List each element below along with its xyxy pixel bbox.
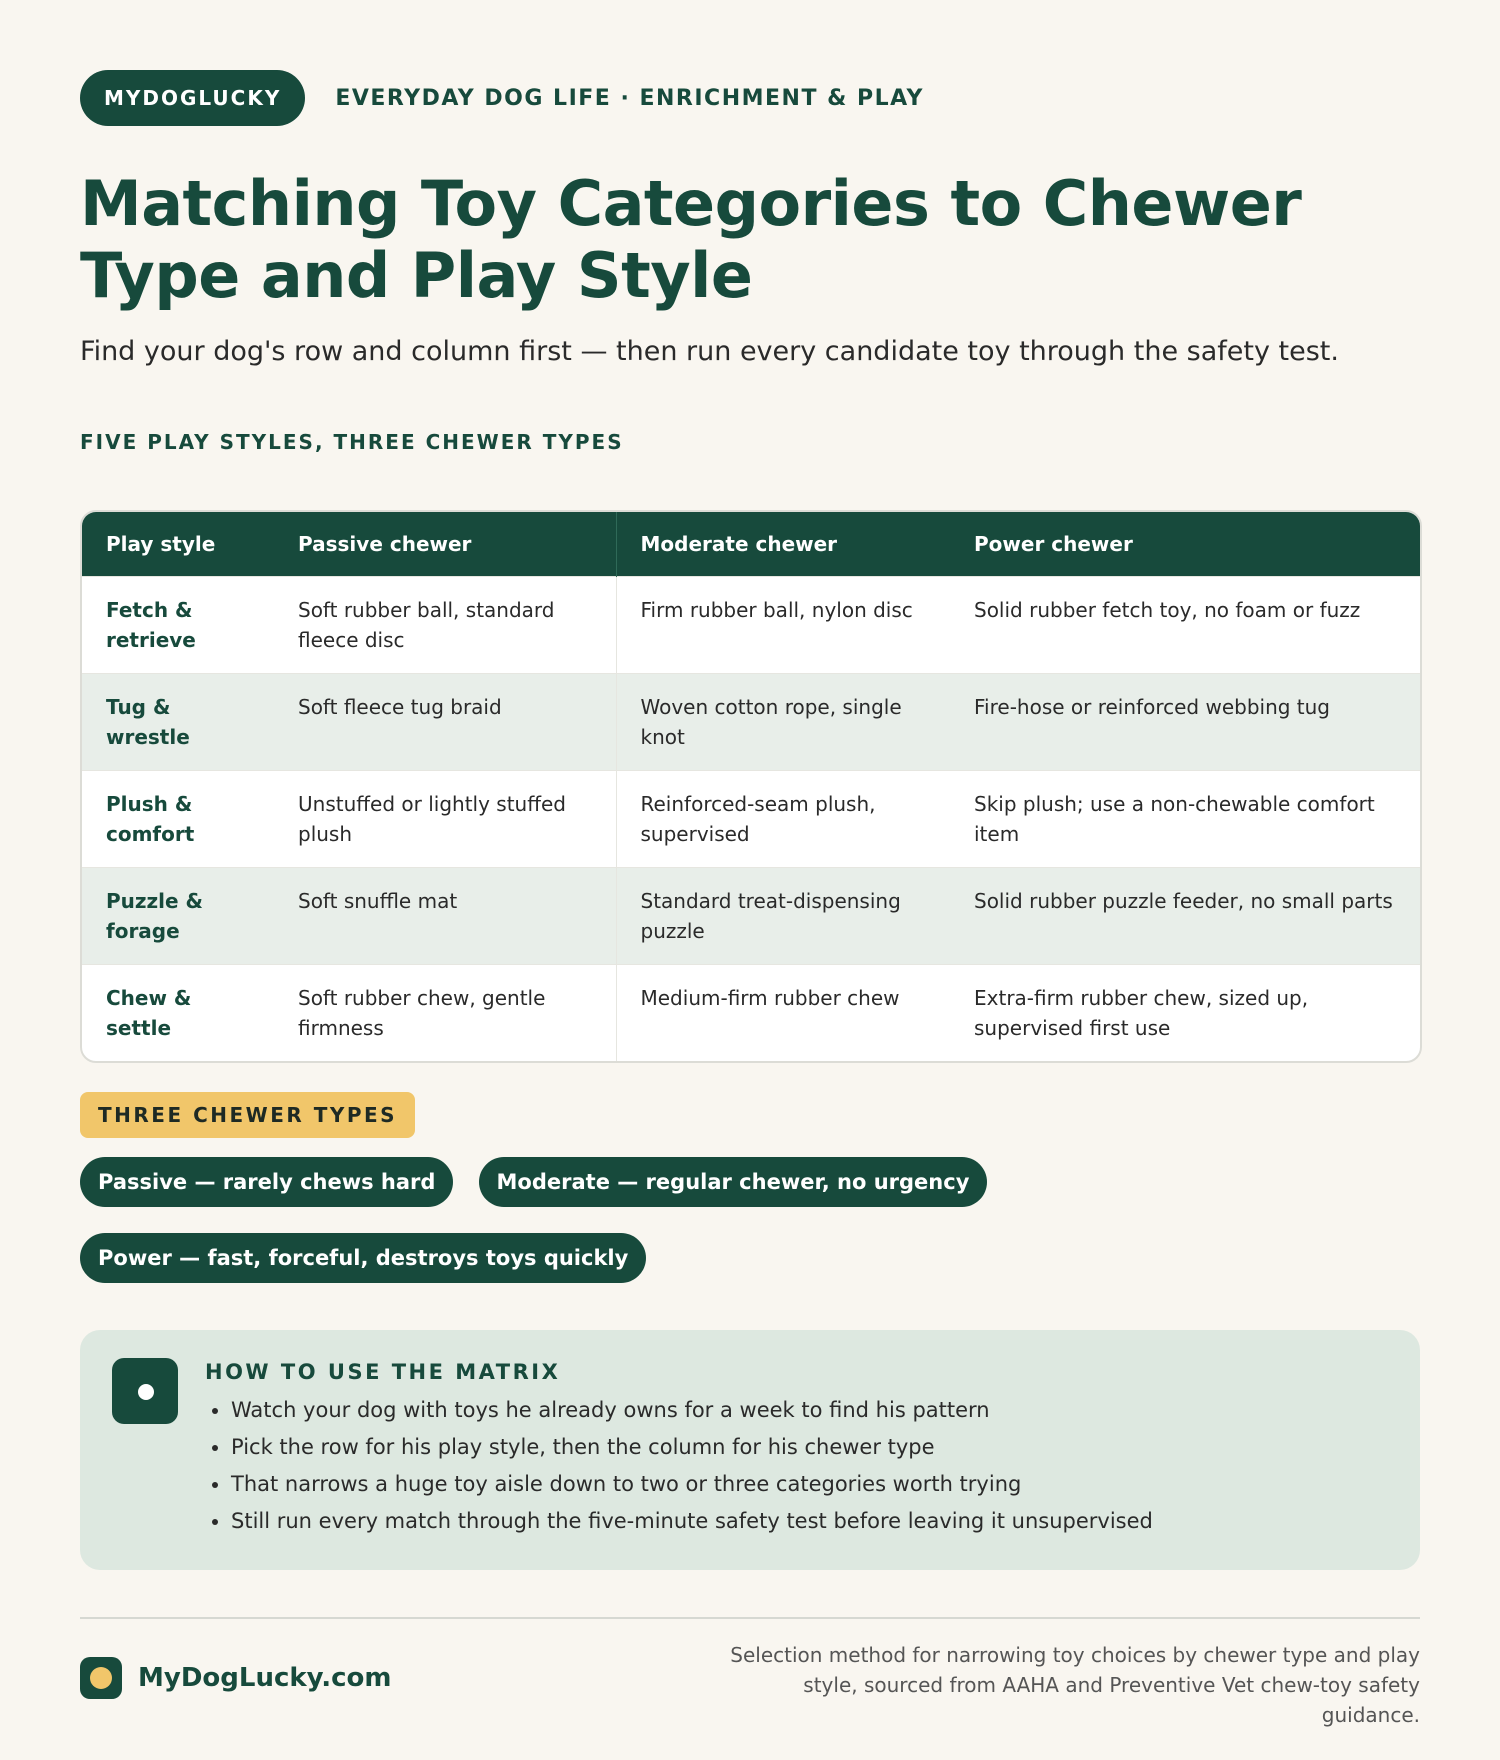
how-to-list <box>205 1392 1153 1540</box>
chewer-types-label: THREE CHEWER TYPES <box>80 1092 415 1138</box>
table-cell: Standard treat-dispensing puzzle <box>616 868 950 965</box>
table-row <box>82 965 1420 1062</box>
table-cell: Unstuffed or lightly stuffed plush <box>274 771 616 868</box>
table-row <box>82 771 1420 868</box>
category-kicker: EVERYDAY DOG LIFE · ENRICHMENT & PLAY <box>335 85 924 111</box>
table-cell: Fire-hose or reinforced webbing tug <box>950 674 1420 771</box>
table-cell: Medium-firm rubber chew <box>616 965 950 1062</box>
chip-power[interactable]: Power — fast, forceful, destroys toys quickly <box>80 1233 646 1283</box>
row-header: Plush & comfort <box>82 771 274 868</box>
row-header: Puzzle & forage <box>82 868 274 965</box>
row-header: Fetch & retrieve <box>82 577 274 674</box>
header <box>80 70 924 126</box>
row-header: Tug & wrestle <box>82 674 274 771</box>
list-item: • Watch your dog with toys he already owns for a week to find his pattern <box>231 1392 1153 1429</box>
dot-icon <box>112 1358 178 1424</box>
column-header: Moderate chewer <box>616 512 950 577</box>
section-label: FIVE PLAY STYLES, THREE CHEWER TYPES <box>80 430 624 454</box>
chip-moderate[interactable]: Moderate — regular chewer, no urgency <box>479 1157 988 1207</box>
footer-logo[interactable] <box>80 1657 391 1699</box>
table-cell: Woven cotton rope, single knot <box>616 674 950 771</box>
column-header: Power chewer <box>950 512 1420 577</box>
table-row <box>82 868 1420 965</box>
column-header: Play style <box>82 512 274 577</box>
table-cell: Soft rubber chew, gentle firmness <box>274 965 616 1062</box>
table-cell: Extra-firm rubber chew, sized up, supervised first use <box>950 965 1420 1062</box>
table-cell: Solid rubber puzzle feeder, no small parts <box>950 868 1420 965</box>
list-item: • Pick the row for his play style, then the column for his chewer type <box>231 1429 1153 1466</box>
page-title: Matching Toy Categories to Chewer Type and Play Style <box>80 167 1302 312</box>
table-cell: Soft fleece tug braid <box>274 674 616 771</box>
brand-badge[interactable]: MYDOGLUCKY <box>80 70 305 126</box>
list-item: • Still run every match through the five-minute safety test before leaving it unsupervised <box>231 1503 1153 1540</box>
toy-matrix-table <box>80 510 1422 1063</box>
footer-divider <box>80 1617 1420 1619</box>
table-cell: Firm rubber ball, nylon disc <box>616 577 950 674</box>
table-cell: Soft snuffle mat <box>274 868 616 965</box>
page-subtitle: Find your dog's row and column first — then run every candidate toy through the safety test. <box>80 336 1339 367</box>
column-header: Passive chewer <box>274 512 616 577</box>
table-row <box>82 577 1420 674</box>
how-to-title: HOW TO USE THE MATRIX <box>205 1360 561 1384</box>
footer-source-note: Selection method for narrowing toy choices by chewer type and play style, sourced from AAHA and Preventive Vet chew-toy safety guidance. <box>730 1643 1420 1727</box>
table-header-row <box>82 512 1420 577</box>
table-row <box>82 674 1420 771</box>
chewer-type-chips <box>80 1157 1280 1309</box>
how-to-callout <box>80 1330 1420 1570</box>
logo-icon <box>80 1657 122 1699</box>
table-cell: Soft rubber ball, standard fleece disc <box>274 577 616 674</box>
footer-brand[interactable]: MyDogLucky.com <box>138 1663 392 1693</box>
table-cell: Solid rubber fetch toy, no foam or fuzz <box>950 577 1420 674</box>
table-cell: Skip plush; use a non-chewable comfort item <box>950 771 1420 868</box>
table-cell: Reinforced-seam plush, supervised <box>616 771 950 868</box>
list-item: • That narrows a huge toy aisle down to two or three categories worth trying <box>231 1466 1153 1503</box>
chip-passive[interactable]: Passive — rarely chews hard <box>80 1157 453 1207</box>
row-header: Chew & settle <box>82 965 274 1062</box>
